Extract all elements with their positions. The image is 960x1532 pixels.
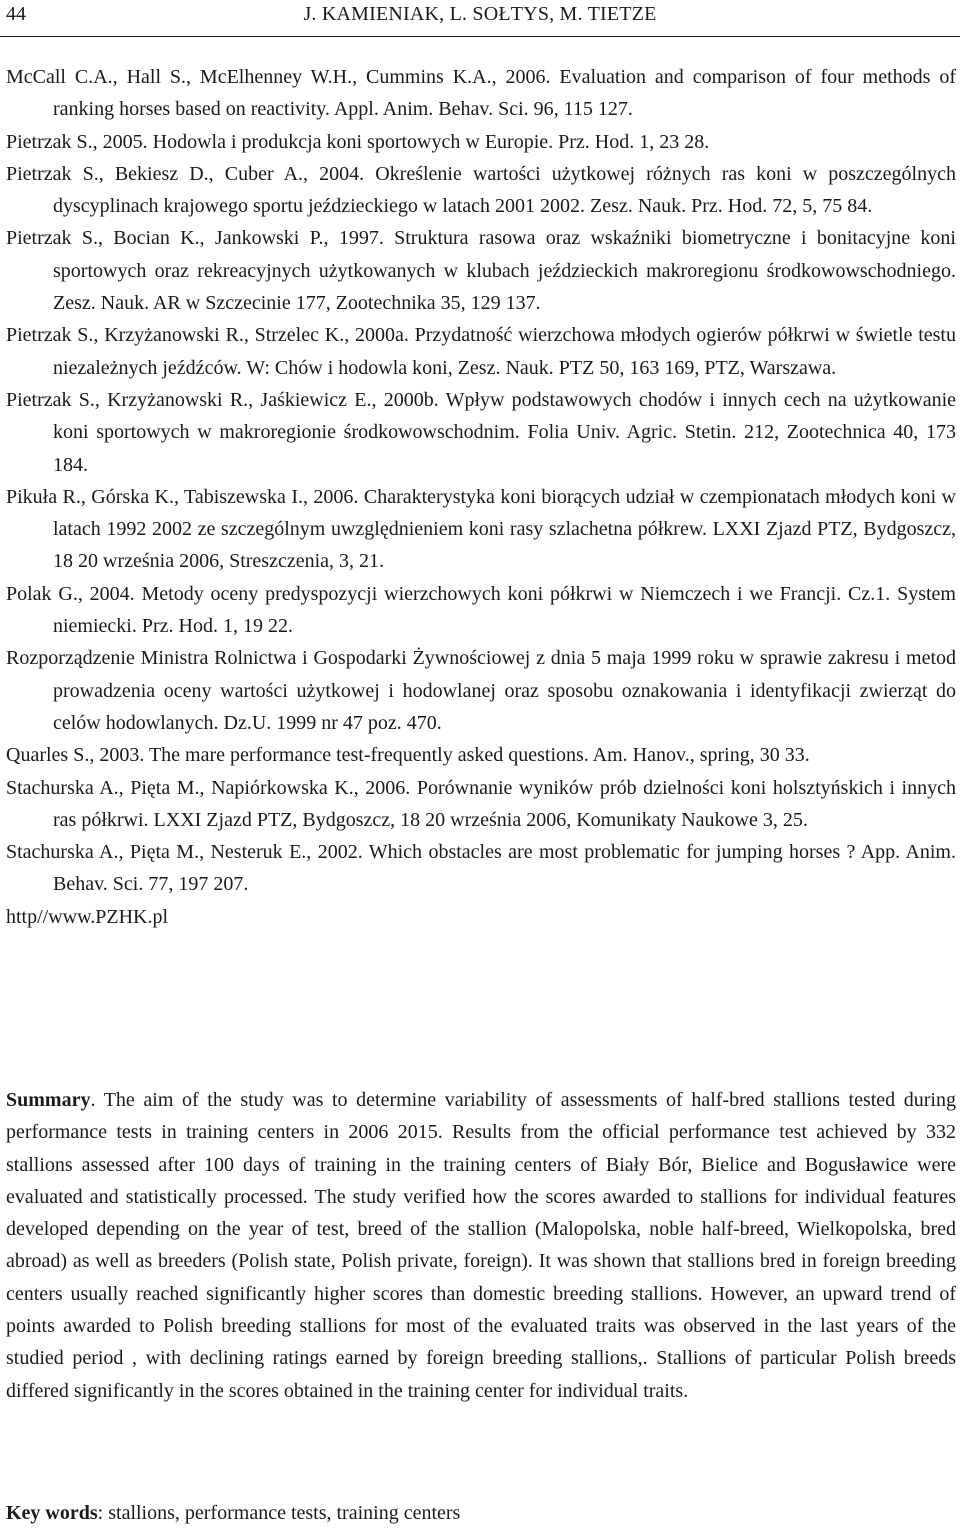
reference-item: Pikuła R., Górska K., Tabiszewska I., 2006. Charakterystyka koni biorących udział w czempionatach młodych koni w latach 1992 2002 ze szczególnym uwzględnieniem koni rasy szlachetna półkrew. LXXI Zjazd PTZ, Bydgoszcz, 18 20 września 2006, Streszczenia, 3, 21. [6,485,956,573]
summary-label: Summary [6,1089,91,1111]
reference-item: Quarles S., 2003. The mare performance test-frequently asked questions. Am. Hanov., spring, 30 33. [6,744,810,767]
reference-item: Pietrzak S., Krzyżanowski R., Strzelec K., 2000a. Przydatność wierzchowa młodych ogierów półkrwi w świetle testu niezależnych jeźdźców. W: Chów i hodowla koni, Zesz. Nauk. PTZ 50, 163 169, PTZ, Warszawa. [6,324,956,379]
keywords-text: : stallions, performance tests, training centers [97,1502,461,1524]
reference-item: http//www.PZHK.pl [6,905,169,928]
reference-item: Pietrzak S., Krzyżanowski R., Jaśkiewicz E., 2000b. Wpływ podstawowych chodów i innych cech na użytkowanie koni sportowych w makroregionie środkowowschodnim. Folia Univ. Agric. Stetin. 212, Zootechnica 40, 173 184. [6,388,956,476]
summary-text: . The aim of the study was to determine variability of assessments of half-bred stallions tested during performance tests in training centers in 2006 2015. Results from the official performance test achieved by 332 stallions assessed after 100 days of training in the training centers of Biały Bór, Bielice and Bogusławice were evaluated and statistically processed. The study verified how the scores awarded to stallions for individual features developed depending on the year of test, breed of the stallion (Malopolska, noble half-breed, Wielkopolska, bred abroad) as well as breeders (Polish state, Polish private, foreign). It was shown that stallions bred in foreign breeding centers usually reached significantly higher scores than domestic breeding stallions. However, an upward trend of points awarded to Polish breeding stallions for most of the evaluated traits was observed in the last years of the studied period , with declining ratings earned by foreign breeding stallions,. Stallions of particular Polish breeds differed significantly in the scores obtained in the training center for individual traits. [6,1089,956,1402]
reference-item: Stachurska A., Pięta M., Napiórkowska K., 2006. Porównanie wyników prób dzielności koni holsztyńskich i innych ras półkrwi. LXXI Zjazd PTZ, Bydgoszcz, 18 20 września 2006, Komunikaty Naukowe 3, 25. [6,776,956,831]
reference-item: Pietrzak S., Bekiesz D., Cuber A., 2004. Określenie wartości użytkowej różnych ras koni w poszczególnych dyscyplinach krajowego sportu jeździeckiego w latach 2001 2002. Zesz. Nauk. Prz. Hod. 72, 5, 75 84. [6,162,956,218]
reference-list [6,61,956,933]
page-header [0,0,960,37]
reference-item: McCall C.A., Hall S., McElhenney W.H., Cummins K.A., 2006. Evaluation and comparison of four methods of ranking horses based on reactivity. Appl. Anim. Behav. Sci. 96, 115 127. [6,66,956,121]
keywords-line [6,1498,956,1528]
running-head: J. KAMIENIAK, L. SOŁTYS, M. TIETZE [303,3,657,25]
page-number: 44 [6,3,26,25]
reference-item: Rozporządzenie Ministra Rolnictwa i Gospodarki Żywnościowej z dnia 5 maja 1999 roku w sprawie zakresu i metod prowadzenia oceny wartości użytkowej i hodowlanej oraz sposobu oznakowania i identyfikacji zwierząt do celów hodowlanych. Dz.U. 1999 nr 47 poz. 470. [6,647,956,734]
keywords-label: Key words [6,1502,98,1524]
reference-item: Stachurska A., Pięta M., Nesteruk E., 2002. Which obstacles are most problematic for jumping horses ? App. Anim. Behav. Sci. 77, 197 207. [6,841,956,896]
reference-item: Pietrzak S., Bocian K., Jankowski P., 1997. Struktura rasowa oraz wskaźniki biometryczne i bonitacyjne koni sportowych oraz rekreacyjnych użytkowanych w klubach jeździeckich makroregionu środkowowschodniego. Zesz. Nauk. AR w Szczecinie 177, Zootechnika 35, 129 137. [6,227,956,315]
reference-item: Polak G., 2004. Metody oceny predyspozycji wierzchowych koni półkrwi w Niemczech i we Francji. Cz.1. System niemiecki. Prz. Hod. 1, 19 22. [6,582,956,638]
summary-paragraph [6,1084,956,1407]
reference-item: Pietrzak S., 2005. Hodowla i produkcja koni sportowych w Europie. Prz. Hod. 1, 23 28. [6,130,710,153]
